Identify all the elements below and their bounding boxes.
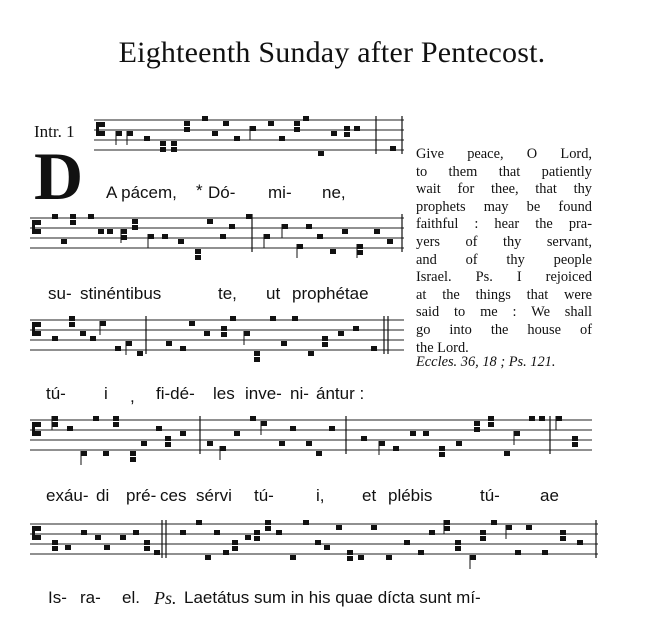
psalm-marker: Ps.: [154, 588, 177, 608]
lyric-syllable: tú-: [254, 486, 274, 505]
lyric-syllable: i,: [316, 486, 325, 505]
lyric-syllable: ni-: [290, 384, 309, 403]
lyric-syllable: les: [213, 384, 235, 403]
translation-line: go into the house of: [416, 321, 592, 338]
translation-line: the Lord.: [416, 339, 469, 356]
page-title: Eighteenth Sunday after Pentecost.: [118, 36, 546, 69]
translation-line: said to me : We shall: [416, 304, 592, 321]
translation-line: at the things that were: [416, 286, 592, 303]
lyric-syllable: mi-: [268, 183, 292, 202]
lyric-syllable: ántur :: [316, 384, 365, 403]
translation-text: [416, 146, 592, 357]
translation-line: Give peace, O Lord,: [416, 146, 592, 162]
lyric-syllable: ces: [160, 486, 187, 505]
lyric-syllable: su-: [48, 284, 72, 303]
translation-line: faithful : hear the pra-: [416, 216, 592, 233]
lyric-comma: ,: [130, 387, 135, 406]
lyric-syllable: sérvi: [196, 486, 232, 505]
lyric-syllable: te,: [218, 284, 237, 303]
lyric-syllable: tú-: [46, 384, 66, 403]
lyric-syllable: inve-: [245, 384, 282, 403]
lyric-syllable: di: [96, 486, 110, 505]
source-reference: Eccles. 36, 18 ; Ps. 121.: [416, 354, 556, 370]
lyric-syllable: ae: [540, 486, 559, 505]
lyric-syllable: tú-: [480, 486, 500, 505]
translation-line: prophets may be found: [416, 198, 592, 215]
lyric-syllable: prophétae: [292, 284, 369, 303]
translation-line: wait for thee, that thy: [416, 181, 592, 198]
translation-line: and of thy people: [416, 251, 592, 268]
lyric-syllable: et: [362, 486, 377, 505]
lyric-syllable: ra-: [80, 588, 101, 607]
lyric-syllable: pré-: [126, 486, 157, 505]
lyric-syllable: A pácem,: [106, 183, 177, 202]
lyric-syllable: stinéntibus: [80, 284, 162, 303]
lyric-syllable: ne,: [322, 183, 346, 202]
translation-line: Israel. Ps. I rejoiced: [416, 269, 592, 286]
lyric-syllable: el.: [122, 588, 140, 607]
lyric-syllable: plébis: [388, 486, 433, 505]
intro-label: Intr. 1: [34, 122, 75, 141]
lyric-syllable: ut: [266, 284, 281, 303]
lyric-asterisk: *: [196, 181, 203, 200]
lyric-syllable: exáu-: [46, 486, 89, 505]
drop-cap: D: [34, 138, 84, 214]
translation-line: to them that patiently: [416, 163, 592, 180]
lyric-syllable: Dó-: [208, 183, 236, 202]
translation-line: yers of thy servant,: [416, 233, 592, 250]
lyric-syllable: fi-dé-: [156, 384, 195, 403]
lyric-syllable: i: [104, 384, 108, 403]
lyric-syllable: Is-: [48, 588, 67, 607]
lyric-psalm-text: Laetátus sum in his quae dícta sunt mí-: [184, 588, 481, 607]
